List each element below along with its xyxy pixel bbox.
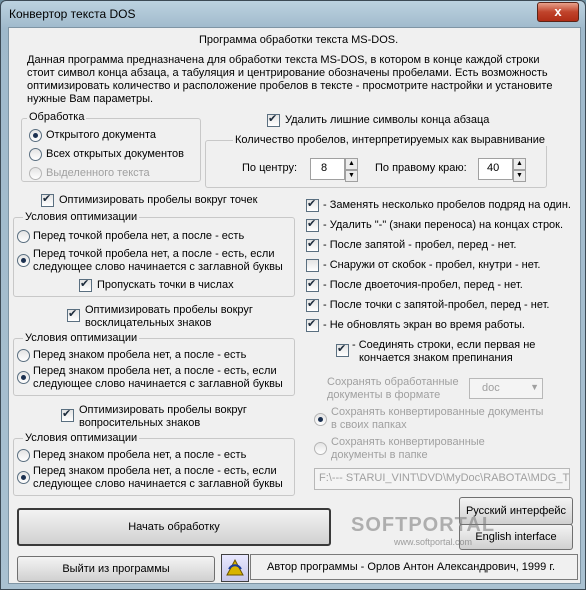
excl-cond2-label-1: Перед знаком пробела нет, а после - есть, если: [33, 365, 277, 377]
dots-cond2-radio[interactable]: [17, 254, 30, 267]
remove-hyphens-label: - Удалить "-" (знаки переноса) на концах строк.: [323, 219, 564, 231]
softportal-watermark: SOFTPORTAL: [351, 514, 496, 536]
center-value: 8: [321, 162, 328, 174]
right-edge-label: По правому краю:: [375, 162, 467, 174]
brackets-space-checkbox[interactable]: [306, 259, 319, 272]
processing-open-doc-label: Открытого документа: [46, 129, 157, 141]
dots-conditions-legend: Условия оптимизации: [25, 211, 138, 223]
join-lines-label-1: - Соединять строки, если первая не: [352, 339, 536, 351]
author-label: Автор программы - Орлов Антон Александрович, 1999 г.: [267, 561, 556, 573]
description-line-1: Данная программа предназначена для обработки текста MS-DOS, в котором в конце каждой строки: [27, 54, 540, 66]
processing-open-doc-radio[interactable]: [29, 129, 42, 142]
optimize-quest-label-2: вопросительных знаков: [79, 417, 201, 429]
skip-numbers-checkbox[interactable]: [79, 279, 92, 292]
dots-cond1-label: Перед точкой пробела нет, а после - есть: [33, 230, 245, 242]
save-folder-path-value: F:\--- STARUI_VINT\DVD\MyDoc\RABOTA\MDG_T: [319, 472, 570, 484]
skip-numbers-label: Пропускать точки в числах: [97, 279, 234, 291]
excl-cond1-label: Перед знаком пробела нет, а после - есть: [33, 349, 247, 361]
processing-legend: Обработка: [29, 111, 85, 123]
program-title: Программа обработки текста MS-DOS.: [199, 34, 399, 46]
save-format-value: doc: [482, 382, 500, 394]
optimize-dots-checkbox[interactable]: [41, 194, 54, 207]
optimize-excl-label-2: восклицательных знаков: [85, 317, 212, 329]
description-line-3: оптимизировать количество и расположение пробелов в тексте - просмотрите настройки и установите: [27, 80, 553, 92]
comma-space-checkbox[interactable]: [306, 239, 319, 252]
author-logo: [221, 554, 249, 582]
optimize-excl-label-1: Оптимизировать пробелы вокруг: [85, 304, 253, 316]
quest-cond2-label-2: следующее слово начинается с заглавной буквы: [33, 478, 283, 490]
optimize-quest-label-1: Оптимизировать пробелы вокруг: [79, 404, 247, 416]
save-folder-path-input[interactable]: [314, 468, 570, 490]
author-logo-icon: [222, 555, 248, 581]
optimize-excl-checkbox[interactable]: [67, 309, 80, 322]
save-format-label-2: документы в формате: [327, 389, 441, 401]
semicolon-space-label: - После точки с запятой-пробел, перед - нет.: [323, 299, 550, 311]
semicolon-space-checkbox[interactable]: [306, 299, 319, 312]
right-spin-arrows[interactable]: ▲ ▼: [513, 158, 526, 182]
colon-space-label: - После двоеточия-пробел, перед - нет.: [323, 279, 523, 291]
window-title: Конвертор текста DOS: [9, 7, 136, 21]
chevron-down-icon: ▼: [530, 382, 539, 392]
optimize-dots-label: Оптимизировать пробелы вокруг точек: [59, 194, 258, 206]
close-button[interactable]: x: [537, 2, 579, 22]
right-value: 40: [487, 162, 500, 174]
processing-selected-radio[interactable]: [29, 167, 42, 180]
no-screen-update-checkbox[interactable]: [306, 319, 319, 332]
center-spin-arrows[interactable]: ▲ ▼: [345, 158, 358, 182]
english-interface-button[interactable]: English interface: [459, 524, 573, 550]
join-lines-label-2: кончается знаком препинания: [359, 352, 513, 364]
processing-selected-label: Выделенного текста: [46, 167, 150, 179]
save-own-folders-radio[interactable]: [314, 413, 327, 426]
replace-spaces-label: - Заменять несколько пробелов подряд на один.: [323, 199, 571, 211]
quest-cond1-label: Перед знаком пробела нет, а после - есть: [33, 449, 247, 461]
quest-cond1-radio[interactable]: [17, 449, 30, 462]
quest-cond2-radio[interactable]: [17, 471, 30, 484]
excl-cond1-radio[interactable]: [17, 349, 30, 362]
save-folder-label-1: Сохранять конвертированные: [331, 436, 485, 448]
excl-cond2-label-2: следующее слово начинается с заглавной буквы: [33, 378, 283, 390]
description-line-4: нужные Вам параметры.: [27, 93, 154, 105]
title-bar: [1, 1, 585, 27]
russian-interface-button[interactable]: Русский интерфейс: [459, 497, 573, 525]
client-area: [8, 27, 581, 584]
quest-cond2-label-1: Перед знаком пробела нет, а после - есть, если: [33, 465, 277, 477]
save-format-select[interactable]: [469, 378, 543, 399]
comma-space-label: - После запятой - пробел, перед - нет.: [323, 239, 517, 251]
dots-cond2-label-1: Перед точкой пробела нет, а после - есть, если: [33, 248, 275, 260]
save-own-folders-label-2: в своих папках: [331, 419, 407, 431]
excl-cond2-radio[interactable]: [17, 371, 30, 384]
optimize-quest-checkbox[interactable]: [61, 409, 74, 422]
remove-eol-label: Удалить лишние символы конца абзаца: [285, 114, 490, 126]
author-panel: [250, 554, 578, 580]
dots-cond2-label-2: следующее слово начинается с заглавной буквы: [33, 261, 283, 273]
spaces-legend: Количество пробелов, интерпретируемых как выравнивание: [235, 134, 546, 146]
exit-program-button[interactable]: Выйти из программы: [17, 556, 215, 582]
colon-space-checkbox[interactable]: [306, 279, 319, 292]
center-label: По центру:: [242, 162, 298, 174]
quest-conditions-legend: Условия оптимизации: [25, 432, 138, 444]
save-folder-radio[interactable]: [314, 442, 327, 455]
softportal-url: www.softportal.com: [394, 537, 473, 547]
excl-conditions-legend: Условия оптимизации: [25, 332, 138, 344]
brackets-space-label: - Снаружи от скобок - пробел, кнутри - нет.: [323, 259, 541, 271]
start-processing-button[interactable]: Начать обработку: [17, 508, 331, 546]
description-line-2: стоит символ конца абзаца, а табуляция и центрирование обозначены пробелами. Есть возможность: [27, 67, 548, 79]
join-lines-checkbox[interactable]: [336, 344, 349, 357]
remove-hyphens-checkbox[interactable]: [306, 219, 319, 232]
processing-all-docs-radio[interactable]: [29, 148, 42, 161]
right-spin-input[interactable]: [478, 158, 513, 180]
save-format-label-1: Сохранять обработанные: [327, 376, 459, 388]
dots-cond1-radio[interactable]: [17, 230, 30, 243]
save-own-folders-label-1: Сохранять конвертированные документы: [331, 406, 544, 418]
no-screen-update-label: - Не обновлять экран во время работы.: [323, 319, 525, 331]
remove-eol-checkbox[interactable]: [267, 114, 280, 127]
center-spin-input[interactable]: [310, 158, 345, 180]
processing-all-docs-label: Всех открытых документов: [46, 148, 184, 160]
save-folder-label-2: документы в папке: [331, 449, 428, 461]
replace-spaces-checkbox[interactable]: [306, 199, 319, 212]
